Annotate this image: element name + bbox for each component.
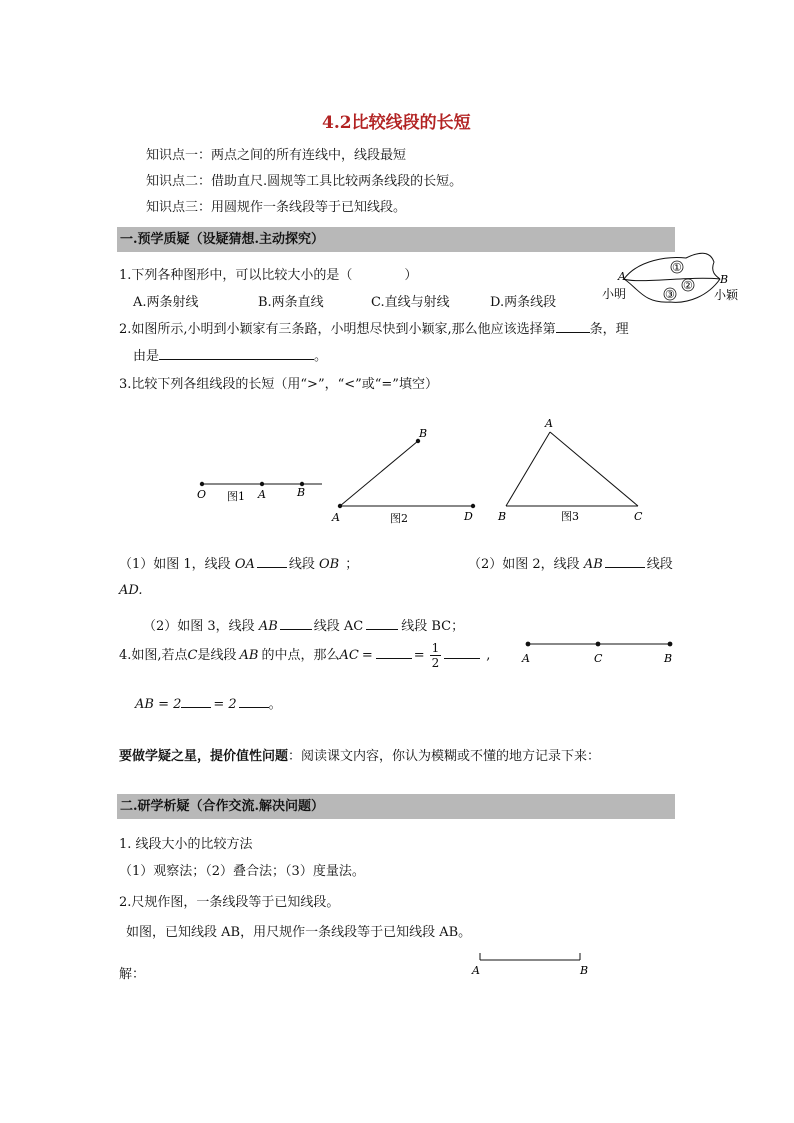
- s2-item-1: 1. 线段大小的比较方法: [119, 837, 253, 852]
- star-prompt-bold: 要做学疑之星，提价值性问题: [119, 749, 289, 764]
- q4-text-mid2: 的中点，那么: [261, 648, 340, 663]
- section-heading-preview: 一.预学质疑（设疑猜想.主动探究）: [117, 227, 675, 252]
- q3-sub3-text-ac: 线段 AC: [313, 619, 364, 634]
- figure-5-segment: [470, 950, 600, 980]
- q4-equals-2: =: [413, 648, 425, 663]
- q4-var-ab: AB: [239, 648, 259, 663]
- q4-var-c: C: [187, 648, 198, 663]
- question-2-line-2: [133, 345, 327, 364]
- question-2-text: 2.如图所示,小明到小颖家有三条路，小明想尽快到小颖家,那么他应该选择第: [119, 322, 556, 337]
- fig5-point-b: B: [580, 964, 589, 977]
- figure-4-segment: [518, 634, 678, 670]
- q4-blank-1[interactable]: [376, 646, 412, 659]
- question-2-reason-end: 。: [314, 349, 328, 364]
- xiaoying-label: 小颖: [714, 288, 739, 302]
- fig4-point-a: A: [522, 652, 530, 665]
- fig2-caption: 图2: [390, 512, 408, 525]
- q3-sub3-blank-1[interactable]: [280, 617, 312, 630]
- point-b-label: B: [720, 273, 729, 286]
- fig3-point-a: A: [545, 417, 553, 430]
- q3-sub3: [143, 615, 464, 634]
- q1-option-b: B.两条直线: [258, 295, 324, 310]
- q3-sub1-text-end: ；: [345, 557, 359, 572]
- fig3-point-c: C: [634, 510, 643, 523]
- q3-sub2-text: （2）如图 2，线段: [468, 557, 584, 572]
- q4-text-pre: 4.如图,若点: [119, 648, 188, 663]
- fig5-point-a: A: [472, 964, 480, 977]
- q3-sub3-blank-2[interactable]: [366, 617, 398, 630]
- q3-sub2-var-ab: AB: [583, 557, 603, 572]
- s2-item-1-methods: （1）观察法；（2）叠合法；（3）度量法。: [119, 864, 365, 879]
- fig3-point-b: B: [498, 510, 507, 523]
- q2-answer-blank-reason[interactable]: [159, 347, 314, 360]
- solution-label: 解：: [119, 967, 146, 982]
- route-figure: [598, 248, 778, 314]
- q4-blank-2[interactable]: [444, 646, 480, 659]
- s2-item-2-desc: 如图，已知线段 AB，用尺规作一条线段等于已知线段 AB。: [126, 925, 472, 940]
- s2-item-2: 2.尺规作图，一条线段等于已知线段。: [119, 895, 340, 910]
- fig2-point-a: A: [332, 511, 340, 524]
- q3-sub1: [119, 553, 358, 572]
- q3-sub3-text-bc: 线段 BC；: [401, 619, 465, 634]
- q3-sub2-blank[interactable]: [605, 555, 645, 568]
- q4-eq-2: = 2: [213, 697, 237, 712]
- question-1: [119, 264, 417, 283]
- question-4-line-2: [135, 693, 282, 712]
- q3-sub3-var-ab: AB: [258, 619, 278, 634]
- question-3-stem: 3.比较下列各组线段的长短（用“>”，“<”或“=”填空）: [119, 377, 438, 392]
- knowledge-point-1: 知识点一：两点之间的所有连线中，线段最短: [146, 148, 407, 163]
- point-a-label: A: [618, 270, 626, 283]
- section-heading-research: 二.研学析疑（合作交流.解决问题）: [117, 794, 675, 819]
- xiaoming-label: 小明: [602, 287, 627, 301]
- knowledge-point-2: 知识点二：借助直尺.圆规等工具比较两条线段的长短。: [146, 174, 463, 189]
- route-label-3: ③: [665, 288, 675, 301]
- fig1-point-a: A: [258, 488, 266, 501]
- fig2-point-b: B: [419, 427, 428, 440]
- fig1-point-b: B: [297, 486, 306, 499]
- q3-sub1-var-ob: OB: [319, 557, 340, 572]
- q3-sub2-text-end: 线段: [646, 557, 673, 572]
- question-1-stem-end: ）: [404, 268, 418, 283]
- figures-1-3: [190, 412, 660, 532]
- question-4-line-1: 4.如图,若点C是线段 AB 的中点，那么AC = = $\frac{1}{2}$ ,: [119, 641, 491, 670]
- q3-sub1-text-mid: 线段: [288, 557, 319, 572]
- q4-line2-end: 。: [268, 697, 282, 712]
- q3-sub1-text: （1）如图 1，线段: [119, 557, 235, 572]
- star-prompt-rest: ：阅读课文内容，你认为模糊或不懂的地方记录下来：: [288, 749, 601, 764]
- fig3-caption: 图3: [561, 510, 579, 523]
- q2-answer-blank-route[interactable]: [556, 320, 590, 333]
- q1-option-d: D.两条线段: [490, 295, 557, 310]
- question-2-reason-label: 由是: [133, 349, 160, 364]
- q4-fraction-denominator: 2: [431, 656, 440, 670]
- q3-sub1-var-oa: OA: [234, 557, 255, 572]
- fig4-point-c: C: [594, 652, 603, 665]
- q4-ab-eq: AB = 2: [135, 697, 182, 712]
- q4-blank-3[interactable]: [181, 695, 211, 708]
- q3-sub2: [468, 553, 673, 572]
- q3-sub2-continuation: AD.: [119, 583, 143, 598]
- q4-fraction-half: [430, 641, 442, 670]
- question-2-line-1: [119, 318, 629, 337]
- page-title: 4.2比较线段的长短: [322, 113, 471, 133]
- question-1-stem: 1.下列各种图形中，可以比较大小的是（: [119, 268, 353, 283]
- question-2-text-end: 条，理: [589, 322, 629, 337]
- fig1-caption: 图1: [227, 490, 245, 503]
- fig4-point-b: B: [664, 652, 673, 665]
- fig1-point-o: O: [197, 488, 207, 501]
- q4-text-mid: 是线段: [197, 648, 237, 663]
- q1-option-c: C.直线与射线: [371, 295, 450, 310]
- q3-sub3-text: （2）如图 3，线段: [143, 619, 259, 634]
- q3-sub1-blank[interactable]: [257, 555, 287, 568]
- q4-var-ac: AC: [339, 648, 359, 663]
- q4-fraction-numerator: 1: [431, 641, 440, 655]
- fig2-point-d: D: [464, 510, 473, 523]
- route-label-2: ②: [683, 279, 693, 292]
- q1-option-a: A.两条射线: [133, 295, 199, 310]
- q4-blank-4[interactable]: [239, 695, 269, 708]
- route-label-1: ①: [672, 261, 682, 274]
- knowledge-point-3: 知识点三：用圆规作一条线段等于已知线段。: [146, 200, 407, 215]
- q4-equals-1: =: [361, 648, 373, 663]
- star-prompt: [119, 745, 600, 764]
